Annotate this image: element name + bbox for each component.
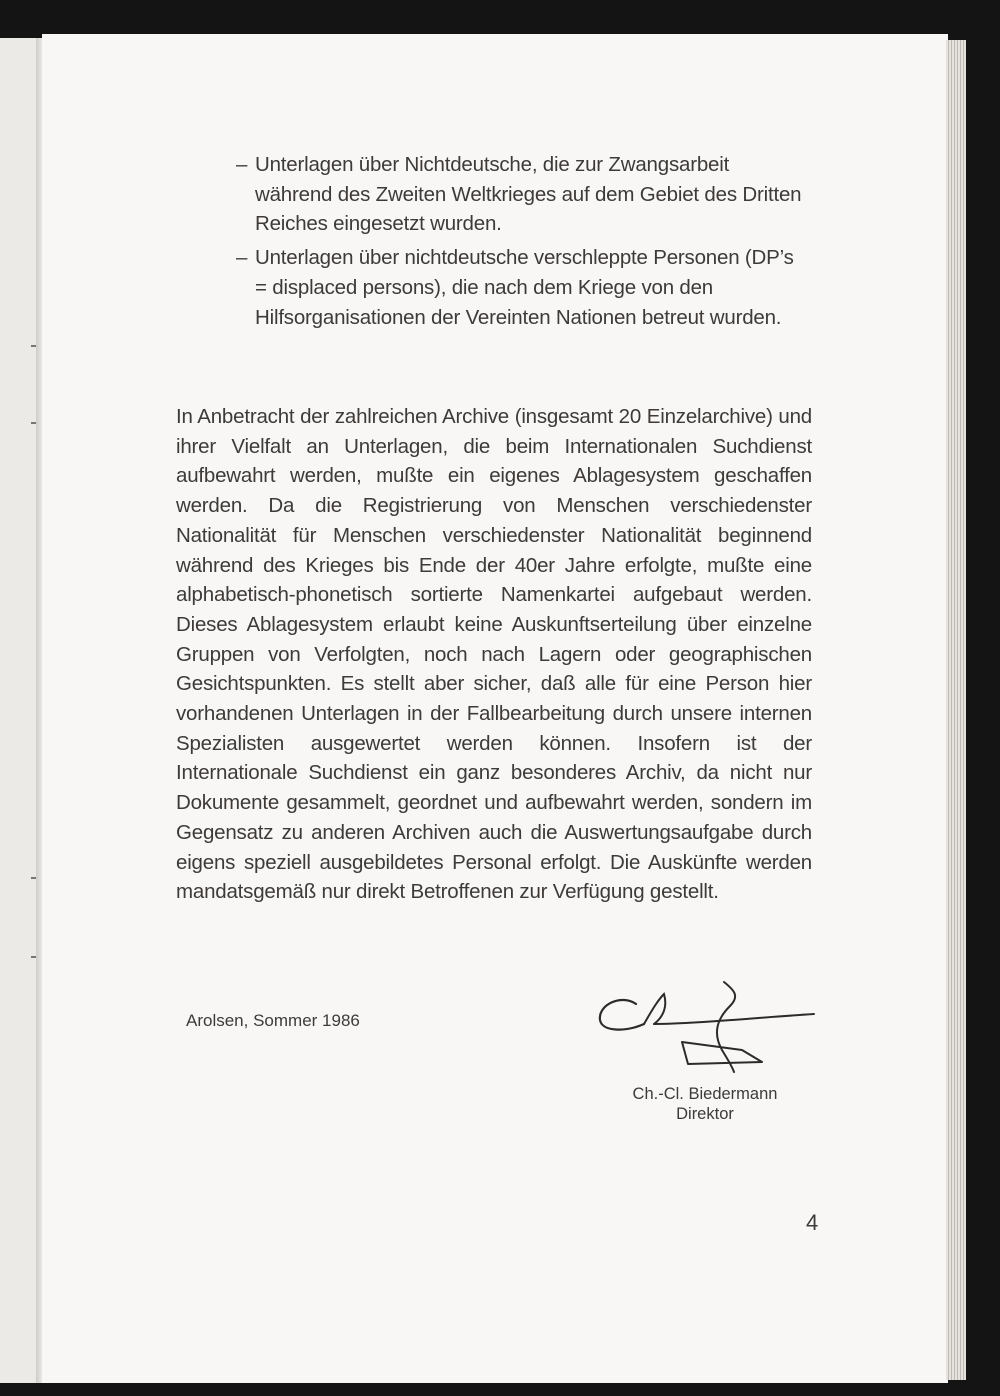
left-page-edge <box>0 38 40 1383</box>
bullet-dash: – <box>236 153 248 176</box>
signer-block <box>600 1084 810 1124</box>
bullet-text: Unterlagen über nichtdeutsche verschleppte Personen (DP’s = displaced persons), die nach dem Kriege von den Hilfsorganisationen der Vereinten Nationen betreut wurden. <box>255 246 794 329</box>
body-paragraph: In Anbetracht der zahlreichen Archive (insgesamt 20 Einzelarchive) und ihrer Vielfalt an Unterlagen, die beim Internationalen Suchdienst aufbewahrt werden, mußte ein eigenes Ablagesystem geschaffen werden. Da die Registrierung von Menschen verschiedenster Nationalität für Menschen verschiedenster Nationalität beginnend während des Krieges bis Ende der 40er Jahre erfolgte, mußte eine alphabetisch-phonetisch sortierte Namenkartei aufgebaut werden. Dieses Ablagesystem erlaubt keine Auskunftserteilung über einzelne Gruppen von Verfolgten, noch nach Lagern oder geographischen Gesichtspunkten. Es stellt aber sicher, daß alle für eine Person hier vorhandenen Unterlagen in der Fallbearbeitung durch unsere internen Spezialisten ausgewertet werden können. Insofern ist der Internationale Suchdienst ein ganz besonderes Archiv, da nicht nur Dokumente gesammelt, geordnet und aufbewahrt werden, sondern im Gegensatz zu anderen Archiven auch die Auswertungsaufgabe durch eigens speziell ausgebildetes Personal erfolgt. Die Auskünfte werden mandatsgemäß nur direkt Betroffenen zur Verfügung gestellt. <box>176 405 812 904</box>
signature-scribble-icon <box>592 980 822 1075</box>
bullet-item <box>230 150 810 239</box>
signer-name: Ch.-Cl. Biedermann <box>632 1085 778 1103</box>
page-stack-edge <box>946 40 966 1380</box>
bullet-item <box>230 243 810 332</box>
bullet-text: Unterlagen über Nichtdeutsche, die zur Zwangsarbeit während des Zweiten Weltkrieges auf dem Gebiet des Dritten Reiches eingesetzt wurden. <box>255 153 802 236</box>
binding-mark <box>31 345 36 347</box>
place-date: Arolsen, Sommer 1986 <box>186 1011 360 1030</box>
binding-mark <box>31 877 36 879</box>
binding-mark <box>31 422 36 424</box>
bullet-dash: – <box>236 246 248 270</box>
page-number: 4 <box>806 1210 819 1235</box>
signer-title: Direktor <box>676 1105 734 1123</box>
signature <box>592 980 822 1075</box>
bullet-list <box>230 150 810 336</box>
binding-mark <box>31 956 36 958</box>
